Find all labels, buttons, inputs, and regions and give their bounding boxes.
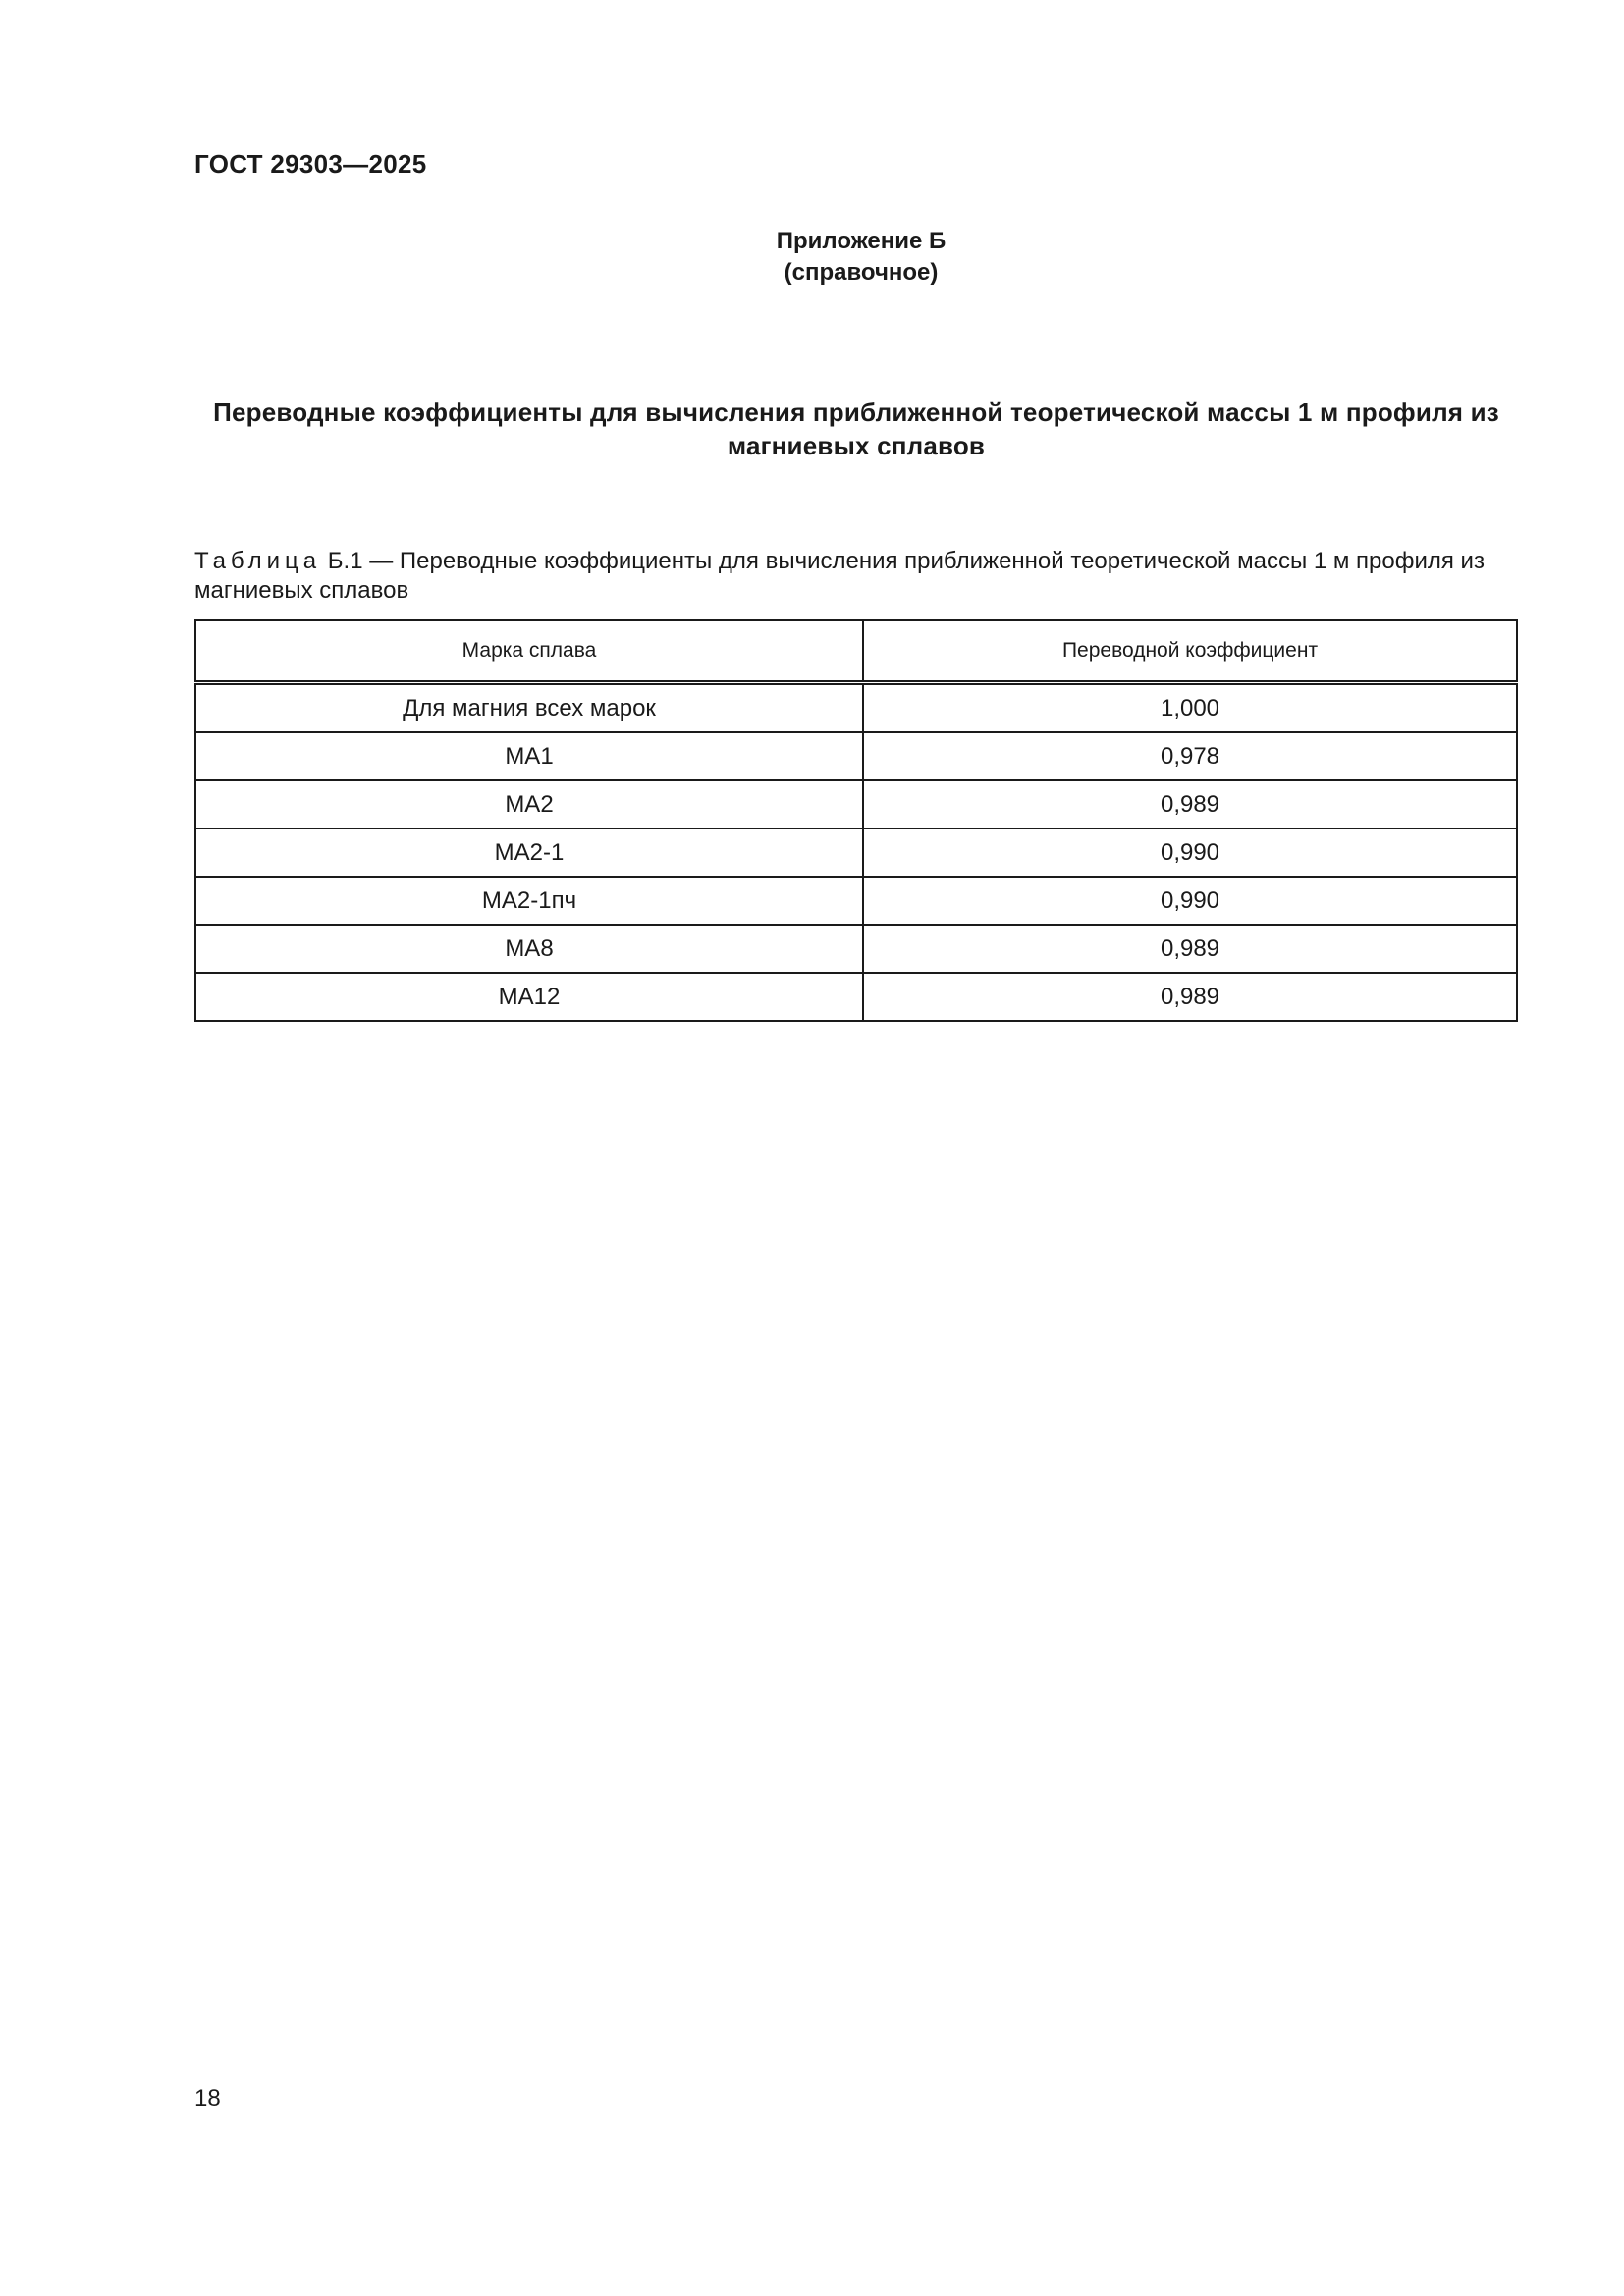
table-row [195,973,1517,1021]
cell-coefficient: 1,000 [863,683,1517,733]
cell-alloy-grade: МА12 [195,973,863,1021]
table-row [195,780,1517,828]
table-caption [194,547,1518,606]
header-alloy-grade: Марка сплава [195,620,863,683]
appendix-type: (справочное) [784,259,939,286]
cell-coefficient: 0,990 [863,877,1517,925]
document-code: ГОСТ 29303—2025 [194,149,427,179]
coefficients-table [194,619,1518,1022]
cell-alloy-grade: МА2-1пч [195,877,863,925]
cell-coefficient: 0,990 [863,828,1517,877]
table-row [195,683,1517,733]
cell-alloy-grade: МА2 [195,780,863,828]
cell-alloy-grade: МА8 [195,925,863,973]
appendix-label: Приложение Б [776,228,947,254]
cell-coefficient: 0,978 [863,732,1517,780]
table-caption-text: Б.1 — Переводные коэффициенты для вычисления приближенной теоретической массы 1 м профиля из магниевых сплавов [194,548,1485,604]
cell-alloy-grade: Для магния всех марок [195,683,863,733]
cell-coefficient: 0,989 [863,973,1517,1021]
table-header-row [195,620,1517,683]
table-row [195,828,1517,877]
page-number: 18 [194,2085,221,2111]
table-row [195,732,1517,780]
header-coefficient: Переводной коэффициент [863,620,1517,683]
cell-alloy-grade: МА2-1 [195,828,863,877]
appendix-title: Переводные коэффициенты для вычисления приближенной теоретической массы 1 м профиля из магниевых сплавов [213,398,1499,460]
table-caption-prefix: Таблица [194,548,322,574]
cell-alloy-grade: МА1 [195,732,863,780]
table-row [195,925,1517,973]
appendix-heading [0,226,1624,289]
table-row [195,877,1517,925]
cell-coefficient: 0,989 [863,925,1517,973]
cell-coefficient: 0,989 [863,780,1517,828]
